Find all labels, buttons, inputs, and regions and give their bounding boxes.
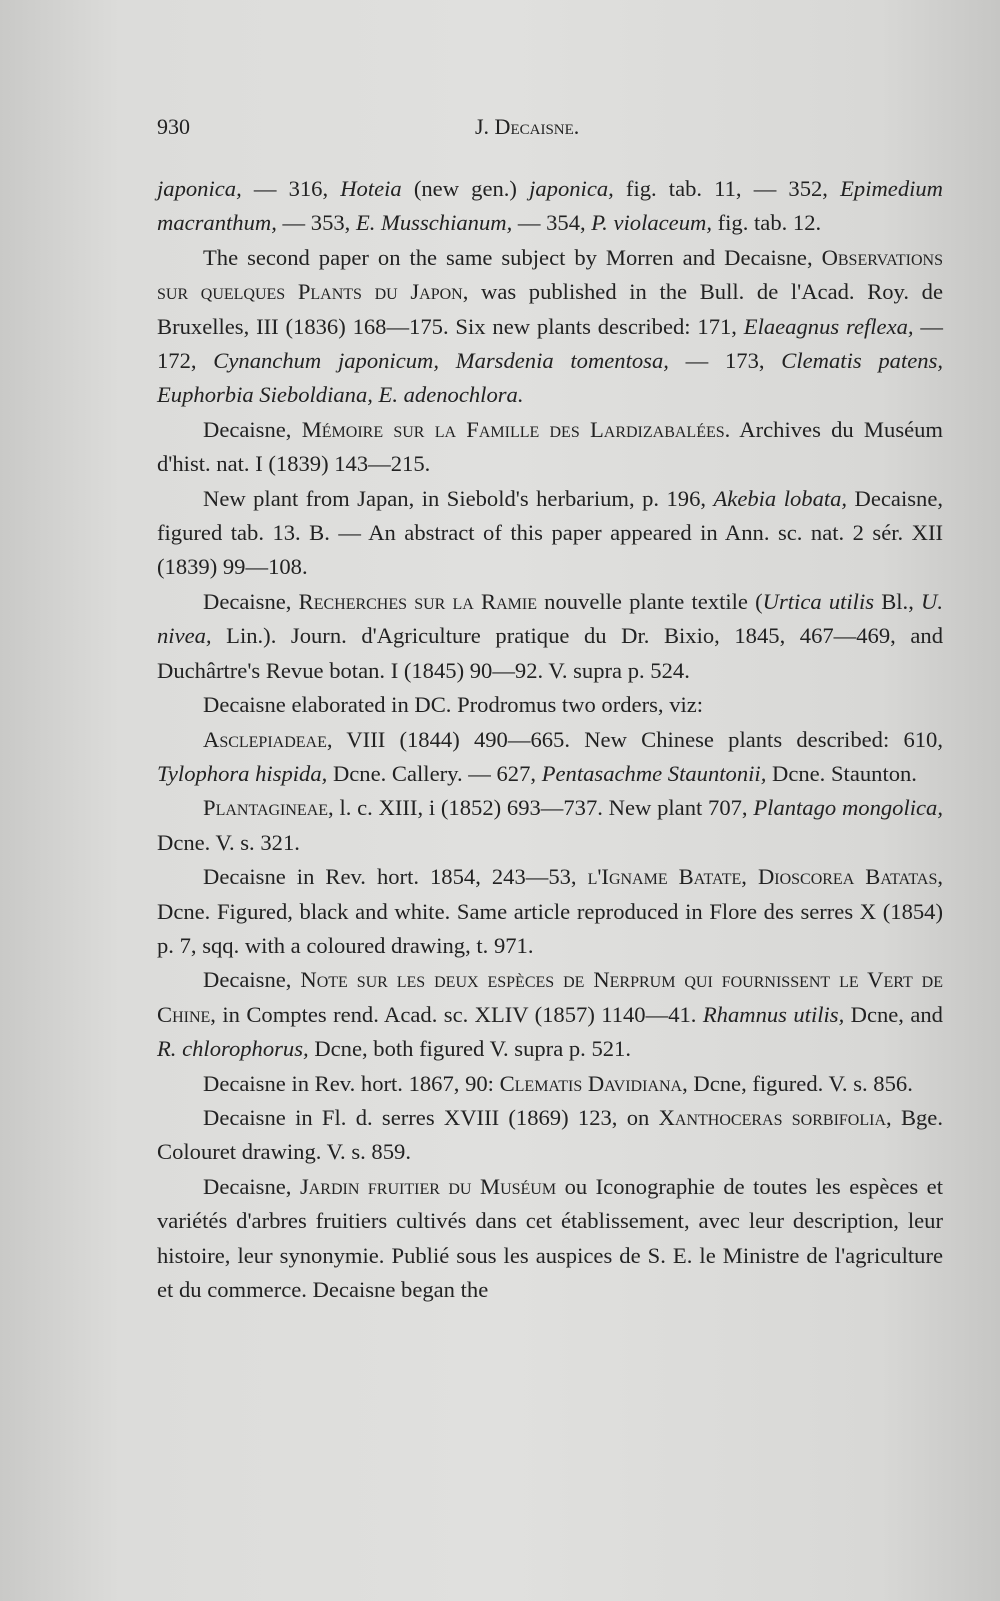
text-run: Dcne, figured. V. s. 856. [687,1070,913,1096]
text-run: Decaisne, figured tab. 13. B. — An abstract of this paper appeared in Ann. sc. nat. 2 sér. XII (1839) 99—108. [157,485,944,580]
text-run: in Comptes rend. Acad. sc. XLIV (1857) 1140—41. [215,1001,703,1027]
text-run: Archives du Muséum d'hist. nat. I (1839) 143—215. [157,416,944,477]
text-run: Decaisne in Rev. hort. 1854, 243—53, [203,864,588,890]
text-run: — 173, [668,348,782,374]
paragraph [157,585,943,688]
running-head-author: J. Decaisne. [475,114,580,139]
text-run: Dcne. Staunton. [766,760,917,786]
italic-text: Rhamnus utilis, [702,1001,845,1027]
text-run: — 172, [157,313,943,374]
paragraph [157,688,943,722]
italic-text: Epimedium macranthum, [157,176,944,236]
text-run: Bl., [874,588,922,614]
text-run: Dcne. V. s. 321. [157,829,300,855]
small-caps-text: Mémoire sur la Famille des Lardizabalées. [301,416,731,442]
italic-text: Cynanchum japonicum, Marsdenia tomentosa, [213,348,669,374]
small-caps-text: l'Igname Batate, Dioscorea Batatas, [587,864,943,890]
text-run: nouvelle plante textile ( [536,588,763,614]
text-run: was published in the Bull. de l'Acad. Roy. de Bruxelles, III (1836) 168—175. Six new plants described: 171, [157,279,944,339]
italic-text: Tylophora hispida, [157,760,328,786]
text-run: Decaisne, [203,967,301,993]
paragraph [157,172,943,241]
italic-text: Hoteia [340,176,402,201]
text-run: Decaisne in Fl. d. serres XVIII (1869) 123, on [203,1104,659,1130]
text-run: (new gen.) [401,176,530,201]
text-run: — 353, [276,210,356,236]
body-text [157,172,943,1307]
small-caps-text: Recherches sur la Ramie [298,588,537,614]
italic-text: Akebia lobata, [713,485,848,511]
small-caps-text: Asclepiadeae, [203,726,333,752]
text-run: Lin.). Journ. d'Agriculture pratique du Dr. Bixio, 1845, 467—469, and Duchârtre's Revue botan. I (1845) 90—92. V. supra p. 524. [157,623,943,683]
text-run: Decaisne elaborated in DC. Prodromus two orders, viz: [203,692,704,718]
italic-text: Elaeagnus reflexa, [743,313,914,339]
text-run: Dcne. Figured, black and white. Same article reproduced in Flore des serres X (1854) p. 7, sqq. with a coloured drawing, t. 971. [157,898,943,958]
italic-text: japonica, [157,176,242,201]
text-run: Dcne, both figured V. supra p. 521. [308,1036,632,1062]
text-run: Bge. Colouret drawing. V. s. 859. [157,1104,943,1165]
small-caps-text: Clematis Davidiana, [499,1070,688,1096]
text-run: ou Iconographie de toutes les espèces et variétés d'arbres fruitiers cultivés dans cet établissement, avec leur description, leur histoire, leur synonymie. Publié sous les auspices de S. E. le Ministre de l'agriculture et du commerce. Decaisne began the [157,1173,943,1302]
text-run: VIII (1844) 490—665. New Chinese plants described: 610, [332,726,943,752]
text-run: Decaisne in Rev. hort. 1867, 90: [203,1070,500,1096]
italic-text: japonica, [529,176,614,201]
paragraph [157,723,943,792]
italic-text: R. chlorophorus, [157,1036,309,1062]
text-run: fig. tab. 12. [711,210,822,236]
text-run: Decaisne, [203,416,302,442]
text-run: fig. tab. 11, — 352, [613,176,841,201]
paragraph [157,860,943,963]
text-run: l. c. XIII, i (1852) 693—737. New plant 707, [333,795,754,821]
small-caps-text: Plantagineae, [203,795,334,821]
text-run: Decaisne, [203,1173,300,1199]
italic-text: Pentasachme Stauntonii, [541,760,767,786]
paragraph [157,1170,943,1308]
text-run: Dcne, and [844,1001,943,1027]
paragraph [157,1067,943,1101]
paragraph [157,241,943,413]
paragraph [157,963,943,1066]
italic-text: P. violaceum, [591,210,712,236]
italic-text: U. nivea, [157,588,943,649]
page-number: 930 [157,114,190,139]
text-run: — 316, [241,176,341,201]
paragraph [157,413,943,482]
paragraph [157,1101,943,1170]
italic-text: Plantago mongolica, [753,795,943,821]
text-run: New plant from Japan, in Siebold's herbarium, p. 196, [203,485,714,511]
small-caps-text: Xanthoceras sorbifolia, [658,1104,892,1130]
paragraph [157,482,943,585]
text-run: The second paper on the same subject by Morren and Decaisne, [203,244,822,270]
small-caps-text: Jardin fruitier du Muséum [299,1173,557,1199]
italic-text: Clematis patens, Euphorbia Sieboldiana, E. adenochlora. [157,348,944,408]
small-caps-text: Note sur les deux espèces de Nerprum qui fournissent le Vert de Chine, [157,967,943,1027]
paragraph [157,791,943,860]
text-run: Dcne. Callery. — 627, [327,760,542,786]
running-head [157,114,937,146]
small-caps-text: Observations sur quelques Plants du Japon, [157,244,943,305]
italic-text: Urtica utilis [762,588,875,614]
text-run: Decaisne, [203,588,299,614]
text-run: — 354, [512,210,592,236]
italic-text: E. Musschianum, [355,210,513,236]
